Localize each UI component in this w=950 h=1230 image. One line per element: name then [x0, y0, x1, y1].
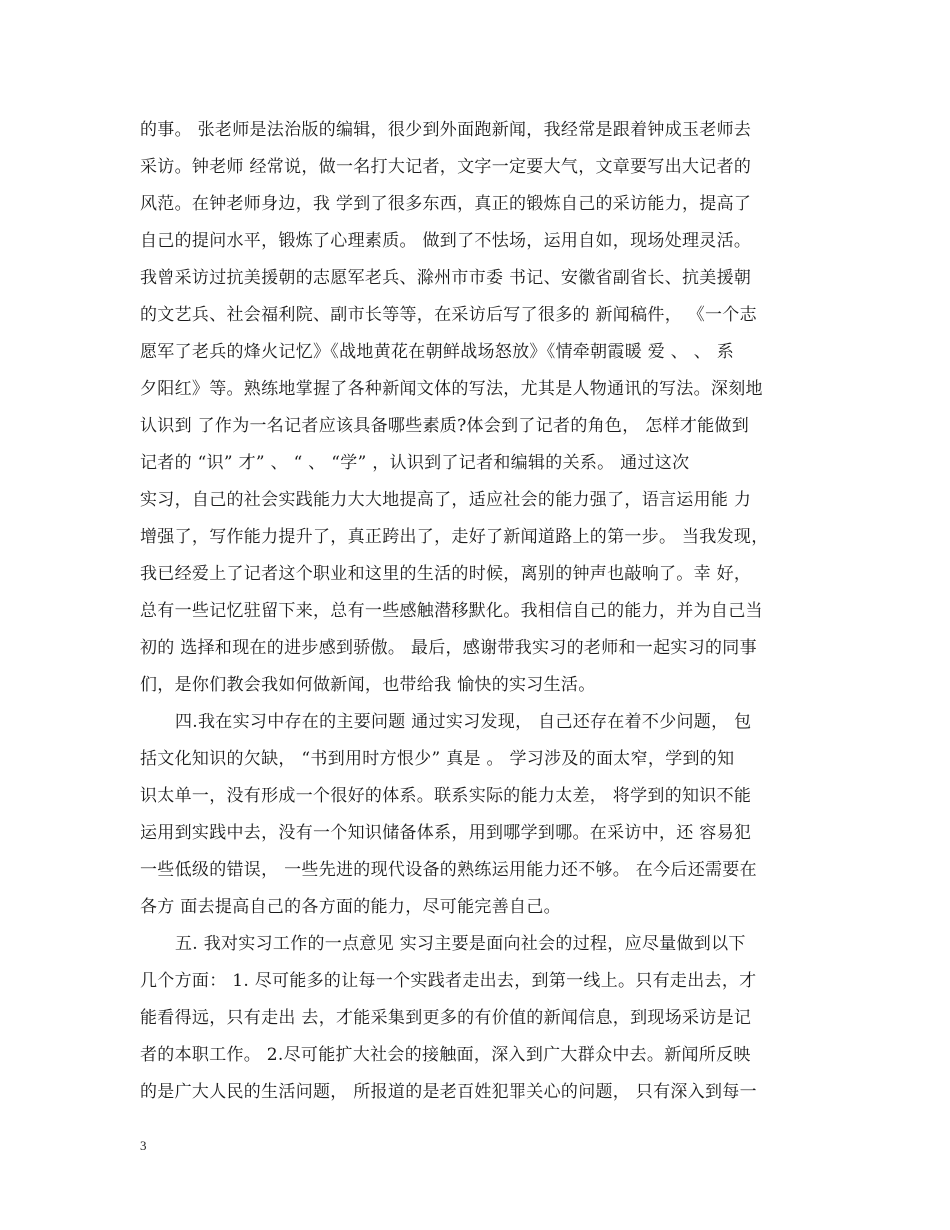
paragraph — [140, 704, 812, 926]
text-line: 识太单一，没有形成一个很好的体系。联系实际的能力太差， 将学到的知识不能 — [140, 786, 752, 806]
text-line: 初的 选择和现在的进步感到骄傲。 最后，感谢带我实习的老师和一起实习的同事 — [140, 638, 757, 658]
text-line: 的事。 张老师是法治版的编辑，很少到外面跑新闻，我经常是跟着钟成玉老师去 — [140, 120, 752, 140]
text-line: 认识到 了作为一名记者应该具备哪些素质?体会到了记者的角色， 怎样才能做到 — [140, 416, 750, 436]
text-line: 括文化知识的欠缺， “书到用时方恨少” 真是 。 学习涉及的面太窄，学到的知 — [140, 749, 735, 769]
text-line: 一些低级的错误， 一些先进的现代设备的熟练运用能力还不够。 在今后还需要在 — [140, 860, 757, 880]
text-line: 能看得远，只有走出 去，才能采集到更多的有价值的新闻信息，到现场采访是记 — [140, 1008, 752, 1028]
text-line: 四.我在实习中存在的主要问题 通过实习发现， 自己还存在着不少问题， 包 — [175, 712, 752, 732]
text-line: 的是广大人民的生活问题， 所报道的是老百姓犯罪关心的问题， 只有深入到每一 — [140, 1082, 757, 1102]
text-line: 风范。在钟老师身边，我 学到了很多东西，真正的锻炼自己的采访能力，提高了 — [140, 194, 752, 214]
text-line: 们，是你们教会我如何做新闻，也带给我 愉快的实习生活。 — [140, 675, 596, 695]
text-line: 几个方面： 1. 尽可能多的让每一个实践者走出去，到第一线上。只有走出去，才 — [140, 971, 757, 991]
text-line: 总有一些记忆驻留下来，总有一些感触潜移默化。我相信自己的能力，并为自己当 — [140, 601, 763, 621]
text-line: 我已经爱上了记者这个职业和这里的生活的时候，离别的钟声也敲响了。幸 好， — [140, 564, 752, 584]
text-line: 夕阳红》等。熟练地掌握了各种新闻文体的写法，尤其是人物通讯的写法。深刻地 — [140, 379, 763, 399]
text-line: 五. 我对实习工作的一点意见 实习主要是面向社会的过程，应尽量做到以下 — [175, 934, 746, 954]
text-line: 者的本职工作。 2.尽可能扩大社会的接触面，深入到广大群众中去。新闻所反映 — [140, 1045, 751, 1065]
text-line: 我曾采访过抗美援朝的志愿军老兵、滁州市市委 书记、安徽省副省长、抗美援朝 — [140, 268, 752, 288]
paragraph — [140, 112, 812, 704]
text-line: 实习，自己的社会实践能力大大地提高了，适应社会的能力强了，语言运用能 力 — [140, 490, 752, 510]
text-line: 运用到实践中去，没有一个知识储备体系，用到哪学到哪。在采访中，还 容易犯 — [140, 823, 752, 843]
text-line: 各方 面去提高自己的各方面的能力，尽可能完善自己。 — [140, 897, 561, 917]
text-line: 采访。钟老师 经常说，做一名打大记者，文字一定要大气，文章要写出大记者的 — [140, 157, 752, 177]
text-line: 增强了，写作能力提升了，真正跨出了，走好了新闻道路上的第一步。 当我发现， — [140, 527, 769, 547]
text-line: 自己的提问水平，锻炼了心理素质。 做到了不怯场，运用自如，现场处理灵活。 — [140, 231, 752, 251]
text-line: 的文艺兵、社会福利院、副市长等等，在采访后写了很多的 新闻稿件， 《一个志 — [140, 305, 757, 325]
text-line: 记者的 “识” 才” 、 “ 、 “学” ，认识到了记者和编辑的关系。 通过这次 — [140, 453, 690, 473]
page-number: 3 — [140, 1138, 147, 1153]
paragraph — [140, 926, 812, 1111]
document-body — [140, 112, 812, 1111]
text-line: 愿军了老兵的烽火记忆》《战地黄花在朝鲜战场怒放》《情牵朝霞暖 爱 、 、 系 — [140, 342, 735, 362]
